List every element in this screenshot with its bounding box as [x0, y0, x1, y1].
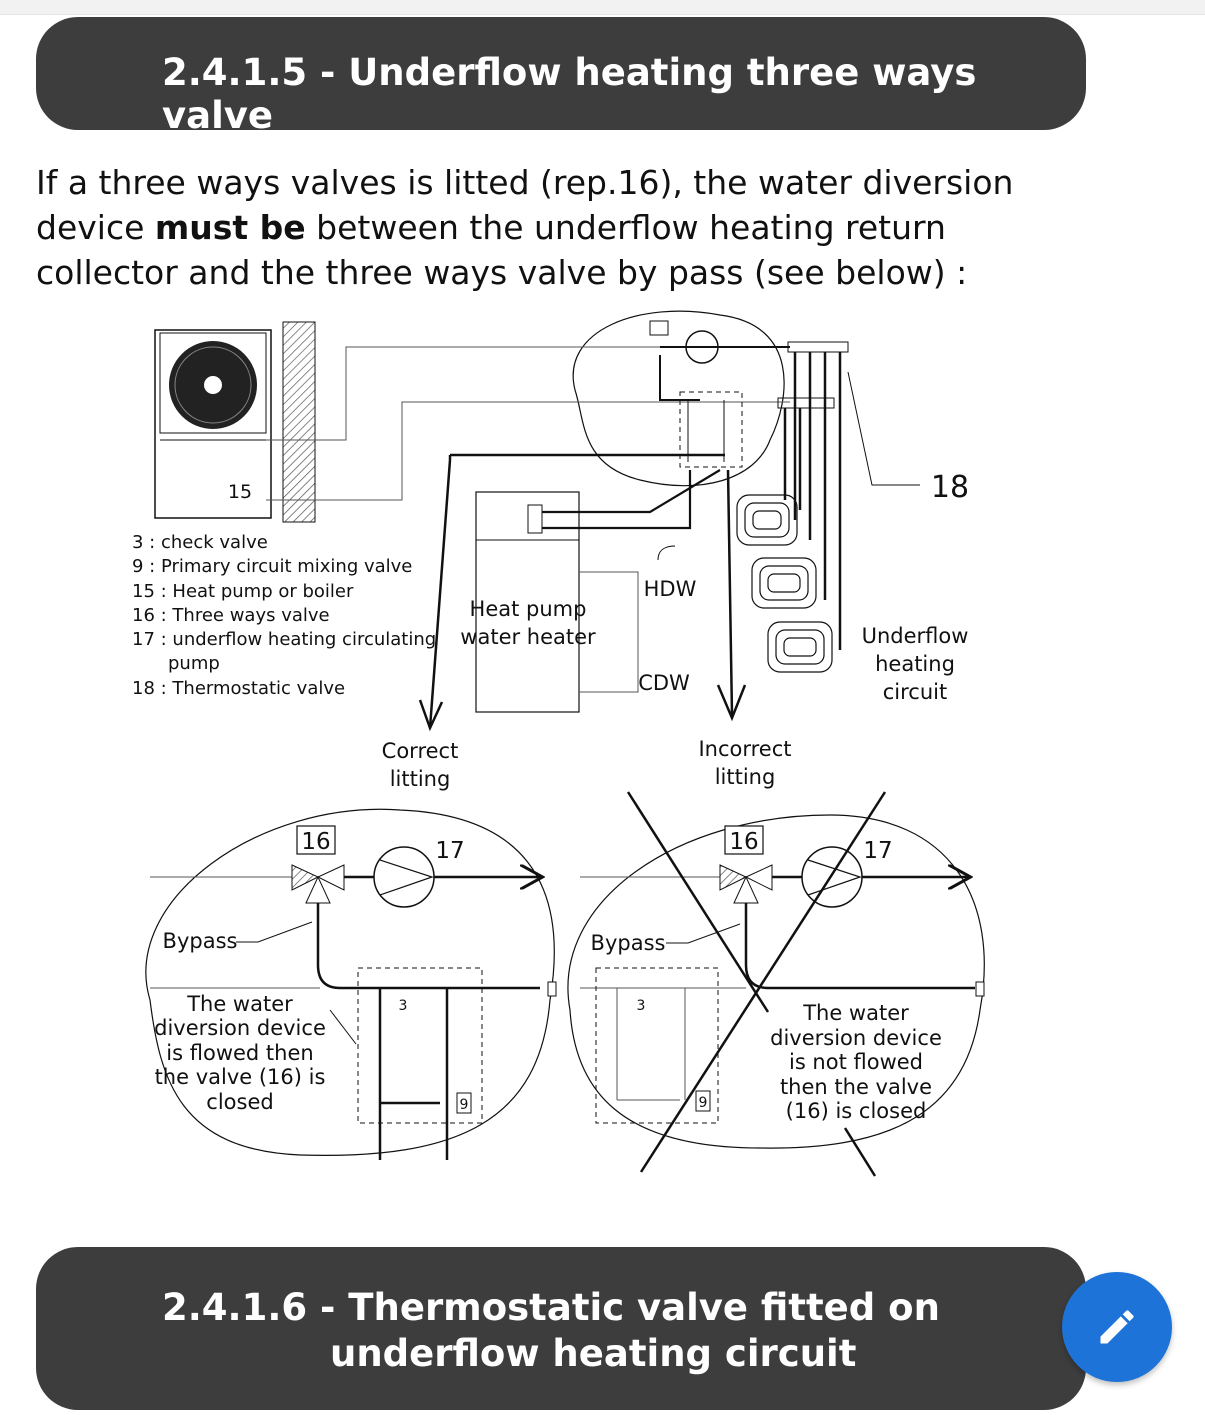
- pencil-icon: [1095, 1305, 1139, 1349]
- num-9-right: 9: [698, 1095, 708, 1111]
- num-17-right: 17: [863, 838, 893, 864]
- water-heater-label-1: Heat pump: [469, 597, 587, 621]
- plumbing-diagram: [110, 300, 1010, 1200]
- legend-item: 15 : Heat pump or boiler: [132, 581, 354, 602]
- label-15: 15: [227, 481, 253, 503]
- num-3-right: 3: [636, 998, 646, 1014]
- label-18: 18: [930, 470, 970, 505]
- incorrect-label-2: litting: [714, 765, 776, 789]
- num-9-left: 9: [459, 1097, 469, 1113]
- right-note-line: diversion device: [770, 1026, 942, 1050]
- legend-item: 9 : Primary circuit mixing valve: [132, 556, 413, 577]
- intro-bold: must be: [154, 208, 306, 247]
- section-heading-2-4-1-6: [36, 1247, 1086, 1410]
- section-title-line-2: underflow heating circuit: [330, 1332, 857, 1375]
- right-note-line: is not flowed: [788, 1050, 924, 1074]
- browser-top-strip: [0, 0, 1205, 15]
- num-16-right: 16: [729, 829, 759, 855]
- legend-item: pump: [168, 653, 220, 674]
- incorrect-label-1: Incorrect: [698, 737, 792, 761]
- wall-hatch: [283, 322, 315, 522]
- legend-item: 17 : underflow heating circulating: [132, 629, 437, 650]
- section-heading-2-4-1-5: [36, 17, 1086, 137]
- intro-paragraph: [36, 160, 1096, 295]
- right-note-line: (16) is closed: [785, 1099, 927, 1123]
- bypass-left: Bypass: [162, 929, 238, 953]
- incorrect-detail: [568, 792, 984, 1176]
- water-heater-label-2: water heater: [460, 625, 596, 649]
- right-note-line: The water: [803, 1001, 909, 1025]
- left-note-line: is flowed then: [166, 1041, 314, 1065]
- underflow-label-3: circuit: [882, 680, 948, 704]
- edit-fab-button[interactable]: [1062, 1272, 1172, 1382]
- num-3-left: 3: [398, 998, 408, 1014]
- left-note-line: diversion device: [154, 1016, 326, 1040]
- left-note-line: The water: [187, 992, 293, 1016]
- legend: [132, 532, 436, 699]
- heat-pump-unit: [155, 330, 271, 518]
- legend-item: 18 : Thermostatic valve: [132, 678, 346, 699]
- intro-text-1: If a three ways valves is litted (rep.16), the water diversion device: [36, 163, 1014, 247]
- hdw-label: HDW: [643, 577, 697, 601]
- section-title: 2.4.1.5 - Underflow heating three ways valve: [162, 51, 977, 137]
- right-note-line: then the valve: [779, 1075, 933, 1099]
- correct-label-1: Correct: [381, 739, 459, 763]
- correct-label-2: litting: [389, 767, 451, 791]
- num-17-left: 17: [435, 838, 465, 864]
- cdw-label: CDW: [638, 671, 690, 695]
- underflow-label-2: heating: [875, 652, 955, 676]
- left-note-line: the valve (16) is: [154, 1065, 326, 1089]
- section-title-line-1: 2.4.1.6 - Thermostatic valve fitted on: [162, 1286, 940, 1329]
- underfloor-coils: [737, 495, 832, 672]
- legend-item: 16 : Three ways valve: [132, 605, 330, 626]
- legend-item: 3 : check valve: [132, 532, 268, 553]
- bypass-right: Bypass: [590, 931, 666, 955]
- correct-detail: [146, 809, 556, 1160]
- left-note-line: closed: [206, 1090, 274, 1114]
- underflow-label-1: Underflow: [861, 624, 969, 648]
- num-16-left: 16: [301, 829, 331, 855]
- intro-text-2: between the underflow heating return collector and the three ways valve by pass (see below) :: [36, 208, 968, 292]
